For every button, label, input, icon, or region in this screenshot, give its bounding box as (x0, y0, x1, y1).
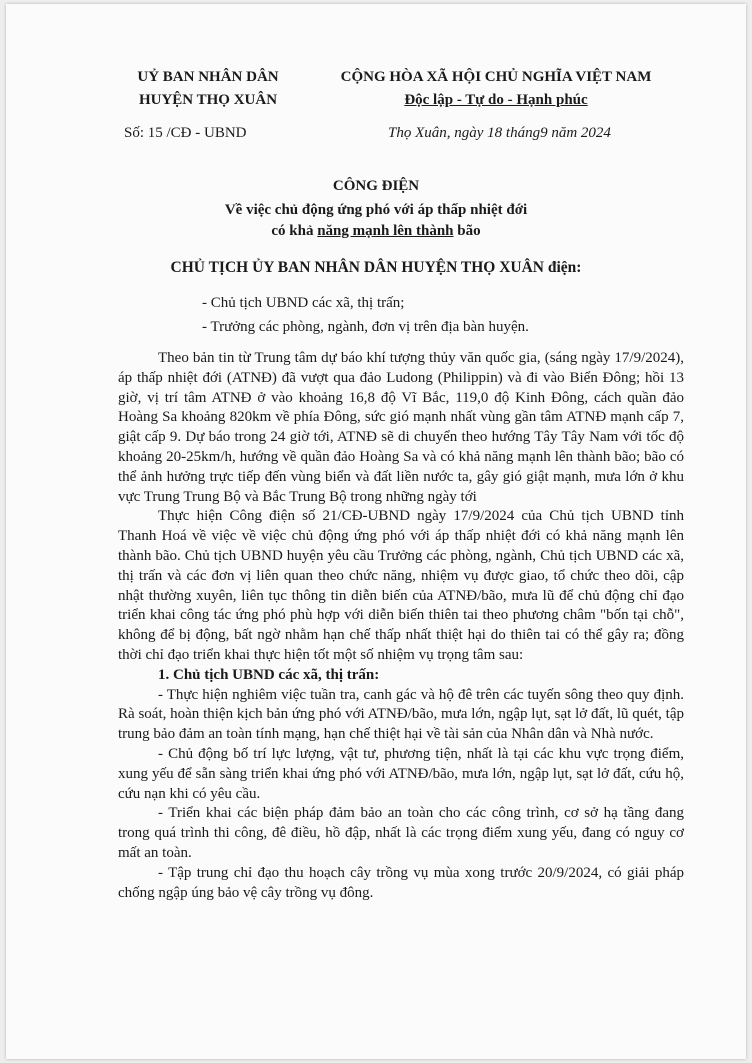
document-body (118, 349, 684, 903)
subject-prefix: có khả (271, 223, 318, 239)
recipient-item: - Chủ tịch UBND các xã, thị trấn; (202, 295, 405, 311)
subject-line-1: Về việc chủ động ứng phó với áp thấp nhiệt đới (224, 202, 528, 218)
recipients-list (202, 291, 529, 339)
body-paragraph: Theo bản tin từ Trung tâm dự báo khí tượng thủy văn quốc gia, (sáng ngày 17/9/2024), áp thấp nhiệt đới (ATNĐ) đã vượt qua đảo Ludong (Philippin) và đi vào Biển Đông; hồi 13 giờ, vị trí tâm ATNĐ ở vào khoảng 16,8 độ Vĩ Bắc, 119,0 độ Kinh Đông, cách quần đảo Hoàng Sa khoảng 820km về phía Đông, sức gió mạnh nhất vùng gần tâm ATNĐ mạnh cấp 7, giật cấp 9. Dự báo trong 24 giờ tới, ATNĐ sẽ di chuyển theo hướng Tây Tây Nam với tốc độ khoảng 20-25km/h, hướng về quần đảo Hoàng Sa và có khả năng mạnh lên thành bão; bão có thể ảnh hưởng trực tiếp đến vùng biển và đất liền nước ta, gây gió giật mạnh, mưa lớn ở khu vực Trung Trung Bộ và Bắc Trung Bộ trong những ngày tới (118, 350, 684, 505)
national-motto: Độc lập - Tự do - Hạnh phúc (404, 92, 588, 108)
document-subject (6, 200, 746, 242)
document-title: CÔNG ĐIỆN (332, 178, 420, 194)
national-header (306, 66, 686, 112)
document-page (6, 4, 746, 1059)
section-item: - Thực hiện nghiêm việc tuần tra, canh gác và hộ đê trên các tuyến sông theo quy định. Rà soát, hoàn thiện kịch bản ứng phó với ATNĐ/bão, mưa lớn, ngập lụt, sạt lở đất, lũ quét, tập trung bảo đảm an toàn tính mạng, hạn chế thiệt hại về tài sản của Nhân dân và Nhà nước. (118, 686, 684, 743)
section-item: - Chủ động bố trí lực lượng, vật tư, phương tiện, nhất là tại các khu vực trọng điểm, xung yếu để sẵn sàng triển khai ứng phó với ATNĐ/bão, mưa lớn, ngập lụt, sạt lở đất, cứu hộ, cứu nạn khi có yêu cầu. (118, 745, 684, 802)
section-item: - Tập trung chỉ đạo thu hoạch cây trồng vụ mùa xong trước 20/9/2024, có giải pháp chống ngập úng bảo vệ cây trồng vụ đông. (118, 864, 684, 901)
issuing-authority (118, 66, 298, 112)
sender-line: CHỦ TỊCH ỦY BAN NHÂN DÂN HUYỆN THỌ XUÂN điện: (170, 259, 582, 276)
authority-line-2: HUYỆN THỌ XUÂN (138, 92, 278, 108)
subject-underlined: năng mạnh lên thành (317, 223, 454, 239)
document-number: Số: 15 /CĐ - UBND (124, 125, 247, 141)
subject-suffix: bão (453, 223, 481, 239)
body-paragraph: Thực hiện Công điện số 21/CĐ-UBND ngày 17/9/2024 của Chủ tịch UBND tỉnh Thanh Hoá về việc về việc chủ động ứng phó với áp thấp nhiệt đới có khả năng mạnh lên thành bão. Chủ tịch UBND huyện yêu cầu Trưởng các phòng, ngành, Chủ tịch UBND các xã, thị trấn và các đơn vị liên quan theo chức năng, nhiệm vụ được giao, tổ chức theo dõi, cập nhật thường xuyên, liên tục thông tin diễn biến của ATNĐ/bão, mưa lũ để chủ động chỉ đạo triển khai công tác ứng phó phù hợp với diễn biến thiên tai theo phương châm "bốn tại chỗ", không để bị động, bất ngờ nhằm hạn chế thấp nhất thiệt hại do thiên tai có thể gây ra; đồng thời chỉ đạo triển khai thực hiện tốt một số nhiệm vụ trọng tâm sau: (118, 508, 684, 663)
subject-line-2 (6, 221, 746, 242)
section-heading: 1. Chủ tịch UBND các xã, thị trấn: (158, 666, 380, 683)
place-and-date: Thọ Xuân, ngày 18 tháng9 năm 2024 (388, 125, 611, 141)
section-item: - Triển khai các biện pháp đảm bảo an toàn cho các công trình, cơ sở hạ tầng đang trong quá trình thi công, đê điều, hồ đập, nhất là các trọng điểm xung yếu, đang có nguy cơ mất an toàn. (118, 805, 684, 861)
authority-line-1: UỶ BAN NHÂN DÂN (137, 69, 279, 85)
nation-name: CỘNG HÒA XÃ HỘI CHỦ NGHĨA VIỆT NAM (340, 69, 652, 85)
recipient-item: - Trưởng các phòng, ngành, đơn vị trên địa bàn huyện. (202, 319, 529, 335)
